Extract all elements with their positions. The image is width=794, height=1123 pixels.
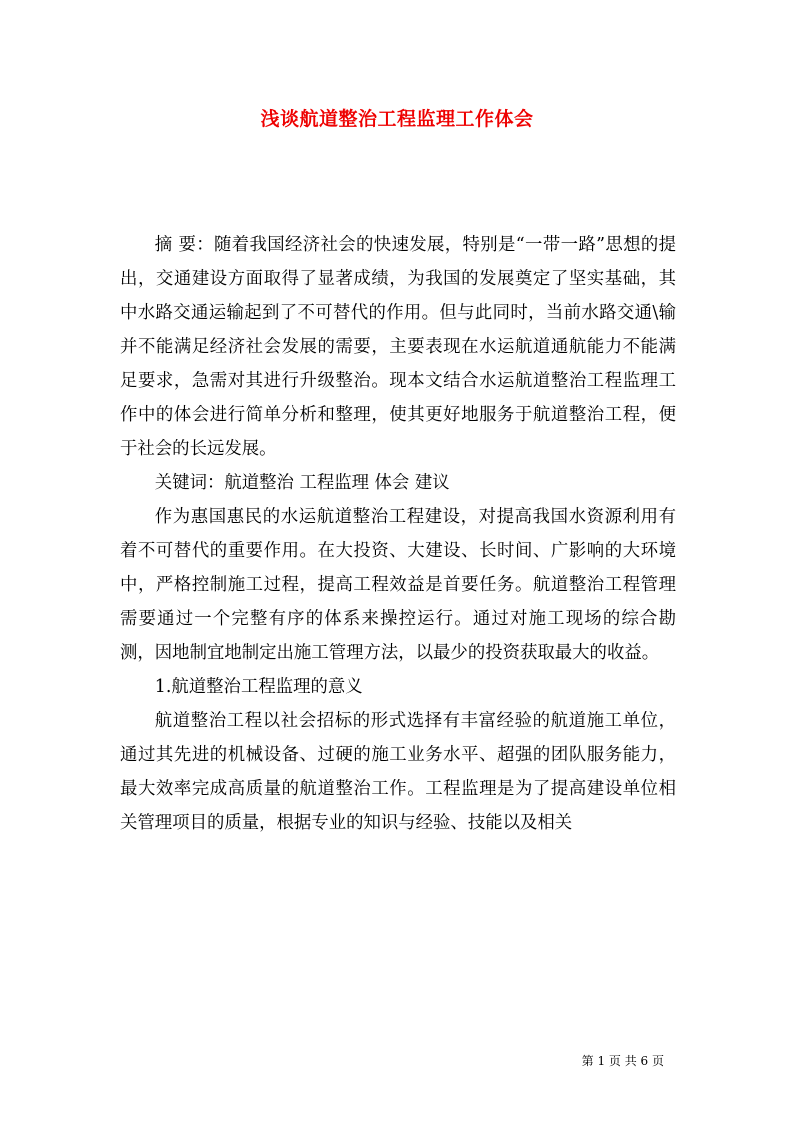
abstract-paragraph: 摘 要：随着我国经济社会的快速发展，特别是“一带一路”思想的提出，交通建设方面取得了显著成绩，为我国的发展奠定了坚实基础，其中水路交通运输起到了不可替代的作用。但与此同时，当前水路交通\输并不能满足经济社会发展的需要，主要表现在水运航道通航能力不能满足要求，急需对其进行升级整治。现本文结合水运航道整治工程监理工作中的体会进行简单分析和整理，使其更好地服务于航道整治工程，便于社会的长远发展。 bbox=[120, 235, 676, 459]
page-number-footer: 第 1 页 共 6 页 bbox=[581, 1054, 664, 1068]
keywords-paragraph: 关键词：航道整治 工程监理 体会 建议 bbox=[154, 473, 450, 493]
intro-paragraph: 作为惠国惠民的水运航道整治工程建设，对提高我国水资源利用有着不可替代的重要作用。在大投资、大建设、长时间、广影响的大环境中，严格控制施工过程，提高工程效益是首要任务。航道整治工程管理需要通过一个完整有序的体系来操控运行。通过对施工现场的综合勘测，因地制宜地制定出施工管理方法，以最少的投资获取最大的收益。 bbox=[120, 507, 676, 663]
section-heading: 1.航道整治工程监理的意义 bbox=[154, 677, 363, 697]
section-paragraph: 航道整治工程以社会招标的形式选择有丰富经验的航道施工单位，通过其先进的机械设备、过硬的施工业务水平、超强的团队服务能力，最大效率完成高质量的航道整治工作。工程监理是为了提高建设单位相关管理项目的质量，根据专业的知识与经验、技能以及相关 bbox=[120, 711, 676, 833]
document-title: 浅谈航道整治工程监理工作体会 bbox=[260, 108, 534, 130]
document-body bbox=[120, 228, 676, 840]
